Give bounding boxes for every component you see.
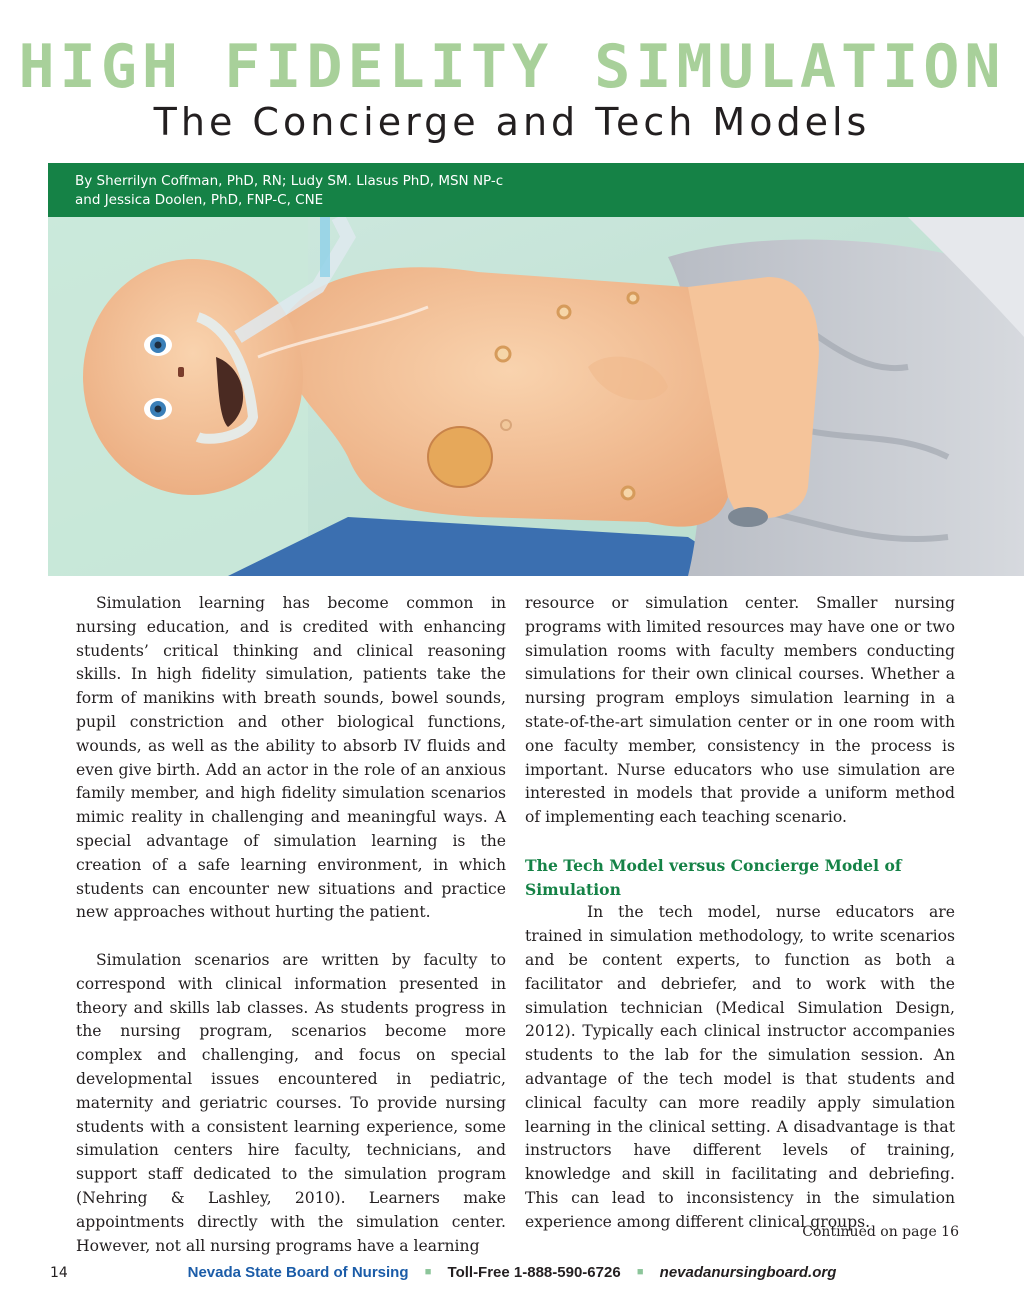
- article-paragraph-continued: resource or simulation center. Smaller nursing programs with limited resources may have one or two simulation rooms with faculty members conducting simulations for their own clinical courses. Whether a nursing program employs simulation learning in a state-of-the-art simulation center or in one room with one faculty member, consistency in the process is important. Nurse educators who use simulation are interested in models that provide a uniform method of implementing each teaching scenario.: [525, 594, 955, 827]
- footer-separator-icon: ■: [636, 1266, 644, 1278]
- byline: [75, 172, 503, 210]
- article-title: HIGH FIDELITY SIMULATION: [18, 32, 1006, 102]
- byline-band: [48, 163, 1024, 217]
- section-heading: The Tech Model versus Concierge Model of Simulation: [525, 855, 902, 899]
- footer: [0, 1264, 1024, 1281]
- article-paragraph-1: Simulation learning has become common in nursing education, and is credited with enhancing students’ critical thinking and clinical reasoning skills. In high fidelity simulation, patients take the form of manikins with breath sounds, bowel sounds, pupil constriction and other biological functions, wounds, as well as the ability to absorb IV fluids and even give birth. Add an actor in the role of an anxious family member, and high fidelity simulation scenarios mimic reality in challenging and meaningful ways. A special advantage of simulation learning is the creation of a safe learning environment, in which students can encounter new situations and practice new approaches without hurting the patient.: [76, 594, 506, 922]
- byline-line-1: By Sherrilyn Coffman, PhD, RN; Ludy SM. Llasus PhD, MSN NP-c: [75, 173, 504, 189]
- continued-note: Continued on page 16: [802, 1224, 959, 1240]
- page-number: 14: [50, 1265, 68, 1281]
- footer-separator-icon: ■: [424, 1266, 432, 1278]
- article-subtitle: The Concierge and Tech Models: [153, 100, 871, 144]
- footer-organization: Nevada State Board of Nursing: [187, 1264, 409, 1281]
- article-paragraph-2: Simulation scenarios are written by faculty to correspond with clinical information presented in theory and skills lab classes. As students progress in the nursing program, scenarios become more complex and challenging, and focus on special developmental issues encountered in pediatric, maternity and geriatric courses. To provide nursing students with a consistent learning experience, some simulation centers hire faculty, technicians, and support staff dedicated to the simulation program (Nehring & Lashley, 2010). Learners make appointments directly with the simulation center. However, not all nursing programs have a learning: [76, 950, 506, 1255]
- right-column: [525, 592, 955, 1235]
- footer-website-link[interactable]: nevadanursingboard.org: [659, 1264, 837, 1281]
- article-paragraph-tech-model: In the tech model, nurse educators are trained in simulation methodology, to write scenarios and be content experts, to function as both a facilitator and debriefer, and to work with the simulation technician (Medical Simulation Design, 2012). Typically each clinical instructor accompanies students to the lab for the simulation session. An advantage of the tech model is that students and clinical faculty can more readily apply simulation learning in the clinical setting. A disadvantage is that instructors have different levels of training, knowledge and skill in facilitating and debriefing. This can lead to inconsistency in the simulation experience among different clinical groups.: [525, 903, 955, 1231]
- manikin-photo: [48, 217, 1024, 576]
- footer-phone: Toll-Free 1-888-590-6726: [447, 1264, 621, 1281]
- byline-line-2: and Jessica Doolen, PhD, FNP-C, CNE: [75, 192, 324, 208]
- left-column: [76, 592, 506, 1258]
